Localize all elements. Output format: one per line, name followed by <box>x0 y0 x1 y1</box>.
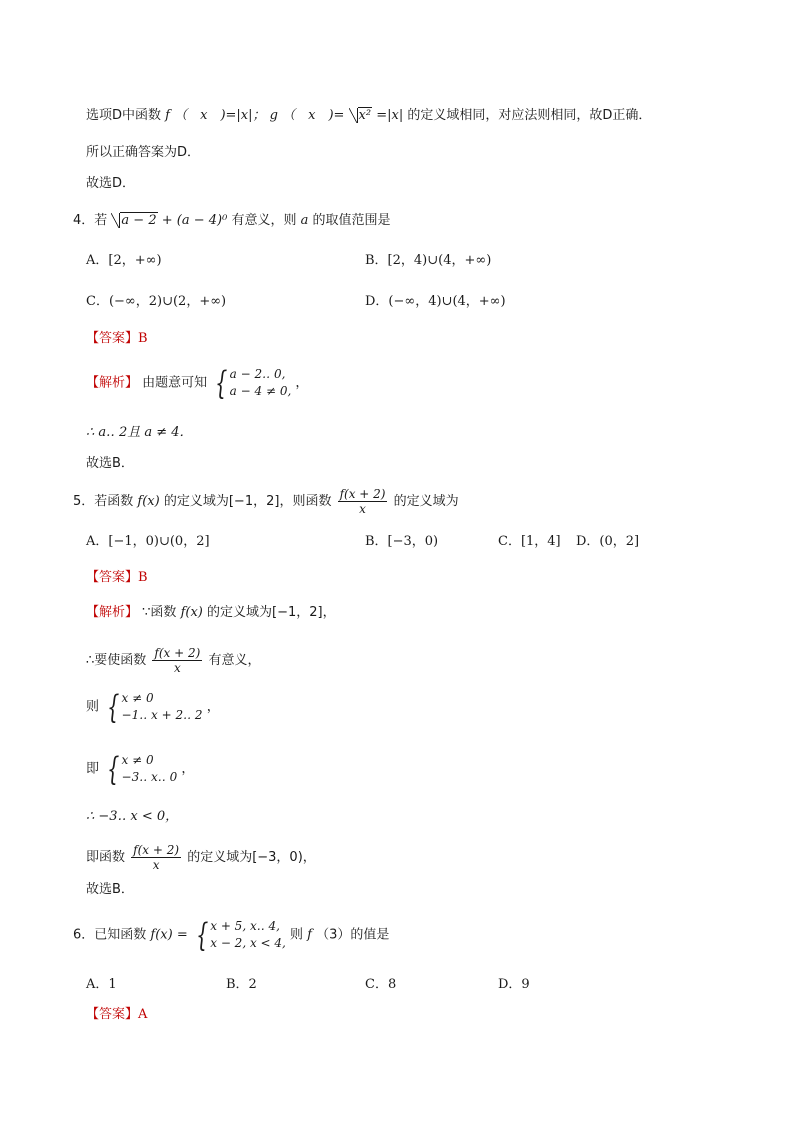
q5-fraction <box>338 487 388 516</box>
q4-power: + (a − 4)⁰ <box>161 213 228 228</box>
q4-stem-d: 的取值范围是 <box>312 213 391 228</box>
q5-option-c: C．[1，4] <box>498 534 561 549</box>
q3-correct-answer-line: 所以正确答案为D． <box>86 145 201 160</box>
q5-a2-a: ∴要使函数 <box>86 653 147 668</box>
q4-stem-c: 有意义，则 <box>231 213 297 228</box>
q5-final: 故选B． <box>86 882 134 897</box>
q5-a6-b: 的定义域为[−3，0)， <box>187 850 316 865</box>
q6-answer-tag: 【答案】 <box>86 1007 139 1022</box>
q5-a4-lead: 即 <box>86 761 100 777</box>
q4-final: 故选B． <box>86 456 134 471</box>
q5-a4-end: ， <box>181 761 195 777</box>
q3-final-line: 故选D． <box>86 176 136 191</box>
q3-g-arg: （ x )= <box>282 108 345 123</box>
q5-a1-b: 的定义域为[−1，2]， <box>207 605 336 620</box>
q3-abs: =|x| <box>376 108 404 123</box>
q4-analysis <box>86 366 308 400</box>
q5-analysis-6 <box>86 843 316 872</box>
q3-f-arg: （ x )=|x|； <box>174 108 266 123</box>
q6-stem-a: 6．已知函数 <box>73 927 147 943</box>
q5-a3-row-1: x ≠ 0 <box>121 691 154 705</box>
q6-answer <box>86 1006 147 1024</box>
q3-g-symbol: g <box>269 108 278 123</box>
q3-sqrt: x² <box>349 107 373 125</box>
q6-option-c: C．8 <box>365 977 397 992</box>
q6-stem-b: 则 <box>290 927 304 943</box>
q6-piecewise: { x + 5, x‥ 4, x − 2, x < 4, <box>195 916 286 954</box>
q3-f-symbol: f <box>165 108 170 123</box>
q5-analysis-4 <box>86 752 194 786</box>
q5-option-d: D．(0，2] <box>576 534 640 549</box>
q6-stem-c: （3）的值是 <box>316 927 390 943</box>
q4-analysis-lead: 由题意可知 <box>142 375 208 391</box>
q5-analysis-1 <box>86 604 336 622</box>
q6-piece-2: x − 2, x < 4, <box>210 936 286 950</box>
q5-a4-system: { x ≠ 0 −3‥ x‥ 0 <box>107 750 178 788</box>
q5-answer <box>86 569 148 587</box>
q4-option-c: C．(−∞，2)∪(2，+∞) <box>86 294 227 309</box>
q4-sqrt: a − 2 <box>111 212 157 230</box>
q5-frac-den: x <box>359 502 366 516</box>
q5-answer-tag: 【答案】 <box>86 570 139 585</box>
q5-a1-a: ∵函数 <box>142 605 177 620</box>
q4-condition-1: a − 2‥ 0, <box>229 367 286 381</box>
q3-text-c: 的定义域相同，对应法则相同，故D正确． <box>407 108 652 123</box>
q5-a3-end: ， <box>206 699 220 715</box>
q5-stem-a: 5．若函数 <box>73 494 134 509</box>
q4-option-a: A．[2，+∞) <box>86 253 162 268</box>
q3-analysis-line-d <box>86 107 651 125</box>
q5-a4-row-2: −3‥ x‥ 0 <box>121 770 178 784</box>
q5-a1-fx: f(x) <box>180 605 203 620</box>
q5-stem <box>73 487 459 516</box>
q5-analysis-3 <box>86 690 220 724</box>
q6-answer-value: A <box>138 1007 148 1022</box>
q3-text-a: 选项D中函数 <box>86 108 162 123</box>
q5-fx: f(x) <box>137 494 160 509</box>
q6-option-a: A．1 <box>86 977 117 992</box>
q5-a6-fraction: $\frac{f(x + 2)}{x}$ <box>133 843 180 872</box>
q5-analysis-2 <box>86 646 260 675</box>
q4-analysis-tag: 【解析】 <box>86 375 139 391</box>
q5-a2-b: 有意义， <box>208 653 261 668</box>
q5-a2-fraction: $\frac{f(x + 2)}{x}$ <box>154 646 201 675</box>
q4-answer-value: B <box>138 331 148 346</box>
q5-a6-a: 即函数 <box>86 850 126 865</box>
q6-piece-1: x + 5, x‥ 4, <box>210 919 280 933</box>
q5-answer-value: B <box>138 570 148 585</box>
q5-a3-lead: 则 <box>86 699 100 715</box>
q4-condition-2: a − 4 ≠ 0, <box>229 384 292 398</box>
q6-option-d: D．9 <box>498 977 530 992</box>
q4-option-b: B．[2，4)∪(4，+∞) <box>365 253 492 268</box>
q4-answer <box>86 330 148 348</box>
q5-a4-row-1: x ≠ 0 <box>121 753 154 767</box>
q5-a3-system: { x ≠ 0 −1‥ x + 2‥ 2 <box>107 688 203 726</box>
q5-stem-b: 的定义域为[−1，2]，则函数 <box>163 494 332 509</box>
q4-option-d: D．(−∞，4)∪(4，+∞) <box>365 294 506 309</box>
q4-stem <box>73 212 391 230</box>
q5-a3-row-2: −1‥ x + 2‥ 2 <box>121 708 203 722</box>
q5-option-b: B．[−3，0) <box>365 534 439 549</box>
q6-stem <box>73 918 389 952</box>
q5-frac-num: f(x + 2) <box>339 487 386 501</box>
q6-option-b: B．2 <box>226 977 257 992</box>
q4-system-end: ， <box>295 375 309 391</box>
q5-analysis-5: ∴ −3‥ x < 0， <box>86 809 179 824</box>
q4-var: a <box>300 213 309 228</box>
q5-stem-c: 的定义域为 <box>393 494 459 509</box>
q5-analysis-tag: 【解析】 <box>86 605 139 620</box>
q6-f-symbol: f <box>307 927 312 943</box>
q4-conclusion: ∴ a‥ 2且 a ≠ 4． <box>86 425 193 440</box>
q4-answer-tag: 【答案】 <box>86 331 139 346</box>
q6-fx: f(x) = <box>150 927 188 943</box>
q5-option-a: A．[−1，0)∪(0，2] <box>86 534 210 549</box>
q4-condition-system: { a − 2‥ 0, a − 4 ≠ 0, <box>215 364 292 402</box>
q4-stem-a: 4．若 <box>73 213 108 228</box>
